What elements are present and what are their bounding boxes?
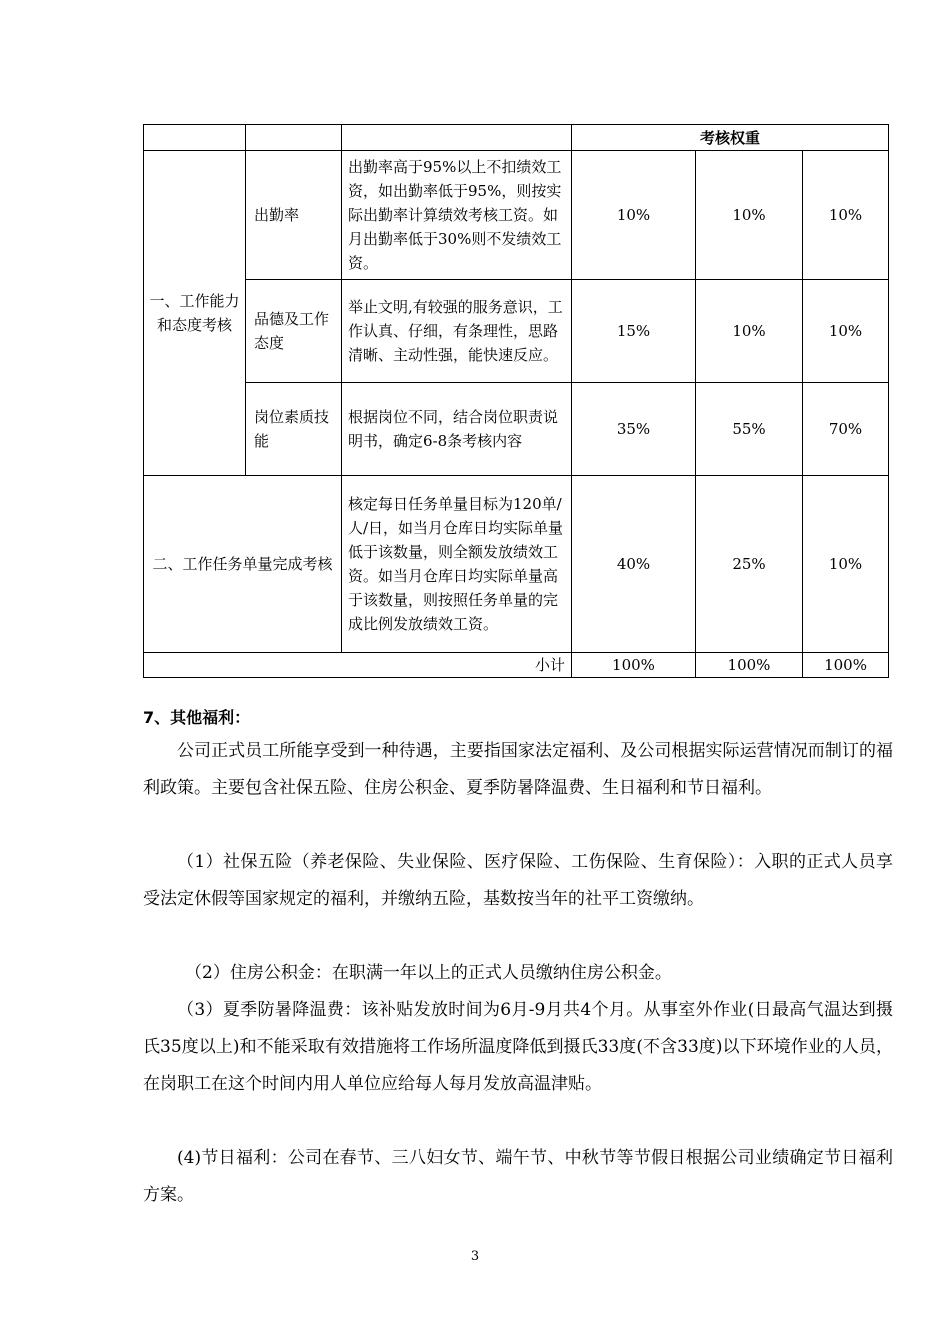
description-cell: 举止文明,有较强的服务意识，工作认真、仔细，有条理性，思路清晰、主动性强，能快速反应。 [342,280,572,383]
weight-cell: 70% [803,383,889,476]
description-cell: 根据岗位不同，结合岗位职责说明书，确定6-8条考核内容 [342,383,572,476]
table-row [144,280,889,383]
table-row [144,476,889,653]
page-number: 3 [470,1249,480,1264]
description-cell: 出勤率高于95%以上不扣绩效工资，如出勤率低于95%，则按实际出勤率计算绩效考核工资。如月出勤率低于30%则不发绩效工资。 [342,151,572,280]
header-cell-empty [144,125,246,151]
weight-cell: 10% [572,151,696,280]
weight-cell: 40% [572,476,696,653]
weight-cell: 10% [803,476,889,653]
section-title: 7、其他福利： [143,708,251,727]
subtotal-cell: 100% [803,653,889,678]
weight-cell: 55% [696,383,803,476]
weight-header: 考核权重 [572,125,889,151]
paragraph-summer-allowance: （3）夏季防暑降温费：该补贴发放时间为6月-9月共4个月。从事室外作业(日最高气温达到摄氏35度以上)和不能采取有效措施将工作场所温度降低到摄氏33度(不含33度)以下环境作业的人员，在岗职工在这个时间内用人单位应给每人每月发放高温津贴。 [143,1000,893,1094]
paragraph-holiday-benefit: (4)节日福利：公司在春节、三八妇女节、端午节、中秋节等节假日根据公司业绩确定节日福利方案。 [143,1148,893,1205]
weight-cell: 25% [696,476,803,653]
category-cell: 二、工作任务单量完成考核 [144,476,342,653]
paragraph-social-insurance: （1）社保五险（养老保险、失业保险、医疗保险、工伤保险、生育保险）：入职的正式人员享受法定休假等国家规定的福利，并缴纳五险，基数按当年的社平工资缴纳。 [143,852,893,909]
paragraph-housing-fund: （2）住房公积金：在职满一年以上的正式人员缴纳住房公积金。 [185,963,672,983]
description-cell: 核定每日任务单量目标为120单/人/日，如当月仓库日均实际单量低于该数量，则全额发放绩效工资。如当月仓库日均实际单量高于该数量，则按照任务单量的完成比例发放绩效工资。 [342,476,572,653]
subtotal-cell: 100% [696,653,803,678]
weight-cell: 10% [803,280,889,383]
subtotal-label: 小计 [144,653,572,678]
header-cell-empty [246,125,342,151]
subtotal-row [144,653,889,678]
header-cell-empty [342,125,572,151]
paragraph-intro: 公司正式员工所能享受到一种待遇，主要指国家法定福利、及公司根据实际运营情况而制订的福利政策。主要包含社保五险、住房公积金、夏季防暑降温费、生日福利和节日福利。 [143,741,893,798]
weight-cell: 15% [572,280,696,383]
table-header-row [144,125,889,151]
weight-cell: 10% [803,151,889,280]
category-cell: 一、工作能力和态度考核 [144,151,246,476]
item-cell: 出勤率 [246,151,342,280]
item-cell: 品德及工作态度 [246,280,342,383]
weight-cell: 10% [696,151,803,280]
table-row [144,383,889,476]
assessment-table [143,124,889,678]
subtotal-cell: 100% [572,653,696,678]
weight-cell: 35% [572,383,696,476]
table-row [144,151,889,280]
item-cell: 岗位素质技能 [246,383,342,476]
weight-cell: 10% [696,280,803,383]
